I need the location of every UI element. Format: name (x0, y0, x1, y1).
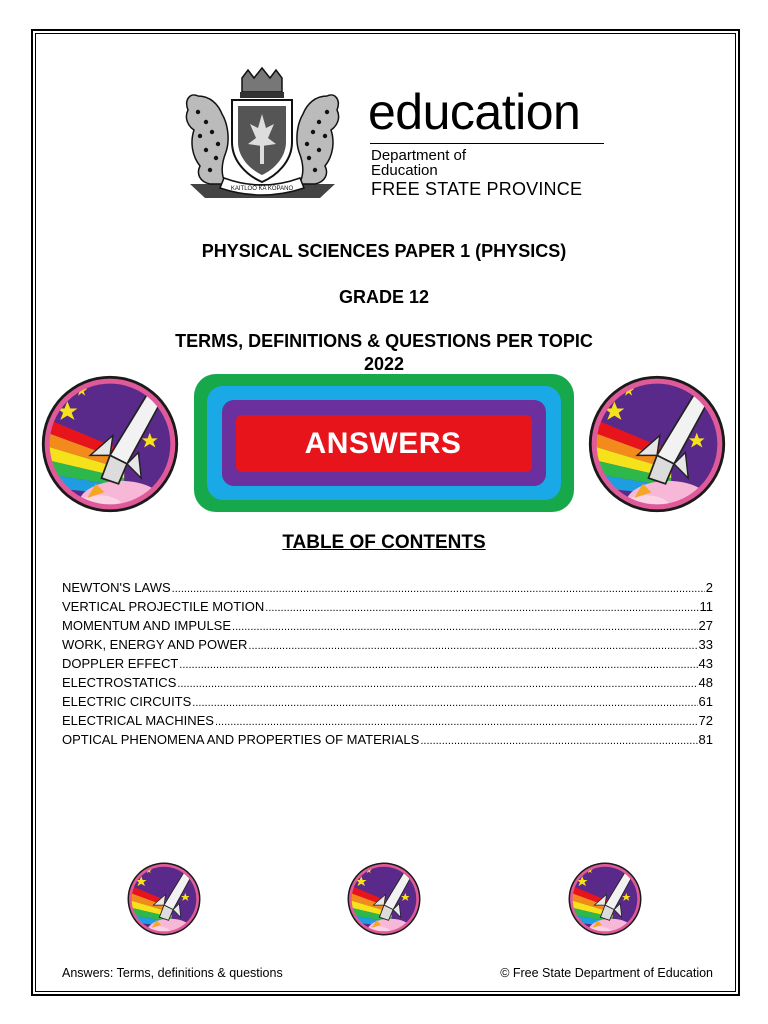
toc-entry-page: 48 (698, 675, 713, 690)
toc-entry-page: 2 (705, 580, 713, 595)
footer-caption: Answers: Terms, definitions & questions (62, 966, 283, 980)
paper-title: PHYSICAL SCIENCES PAPER 1 (PHYSICS) (201, 241, 567, 261)
brand-department: Department of (371, 147, 467, 164)
answers-label: ANSWERS (304, 426, 462, 460)
toc-entry-label: WORK, ENERGY AND POWER (62, 637, 248, 652)
space-shuttle-badge-icon (586, 373, 728, 515)
toc-entry[interactable] (62, 673, 713, 692)
toc-entry[interactable] (62, 597, 713, 616)
space-shuttle-badge-icon (39, 373, 181, 515)
brand-divider (370, 143, 604, 144)
toc-entry-page: 27 (698, 618, 713, 633)
svg-text:KAITLOO KA KOPANO: KAITLOO KA KOPANO (230, 186, 294, 192)
brand-education: Education (371, 162, 438, 179)
toc-entry[interactable] (62, 578, 713, 597)
toc-leader (248, 637, 697, 656)
toc-entry-label: ELECTRIC CIRCUITS (62, 694, 192, 709)
toc-entry-page: 81 (698, 732, 713, 747)
toc-entry-label: VERTICAL PROJECTILE MOTION (62, 599, 265, 614)
toc-leader (177, 675, 697, 694)
coat-of-arms-icon (170, 66, 355, 211)
brand-title: education (368, 84, 581, 140)
table-of-contents (62, 578, 713, 749)
toc-entry-label: NEWTON'S LAWS (62, 580, 171, 595)
toc-entry-page: 11 (699, 599, 713, 614)
toc-leader (265, 599, 698, 618)
toc-entry-page: 72 (698, 713, 713, 728)
toc-entry-page: 33 (698, 637, 713, 652)
toc-entry-page: 61 (698, 694, 713, 709)
brand-province: FREE STATE PROVINCE (371, 179, 583, 199)
toc-entry[interactable] (62, 692, 713, 711)
toc-entry-label: MOMENTUM AND IMPULSE (62, 618, 232, 633)
toc-entry-label: OPTICAL PHENOMENA AND PROPERTIES OF MATERIALS (62, 732, 420, 747)
space-shuttle-badge-icon (346, 861, 422, 937)
toc-entry[interactable] (62, 654, 713, 673)
toc-entry-label: DOPPLER EFFECT (62, 656, 179, 671)
toc-leader (192, 694, 697, 713)
grade-title: GRADE 12 (338, 287, 430, 307)
toc-title: TABLE OF CONTENTS (282, 532, 486, 553)
toc-leader (232, 618, 698, 637)
toc-entry[interactable] (62, 730, 713, 749)
space-shuttle-badge-icon (567, 861, 643, 937)
toc-leader (420, 732, 697, 751)
toc-entry-label: ELECTROSTATICS (62, 675, 177, 690)
space-shuttle-badge-icon (126, 861, 202, 937)
topic-title: TERMS, DEFINITIONS & QUESTIONS PER TOPIC (175, 331, 593, 351)
year-title: 2022 (363, 354, 405, 374)
footer-copyright: © Free State Department of Education (500, 966, 713, 980)
toc-entry-page: 43 (698, 656, 713, 671)
toc-leader (179, 656, 697, 675)
toc-entry[interactable] (62, 616, 713, 635)
toc-entry-label: ELECTRICAL MACHINES (62, 713, 214, 728)
toc-entry[interactable] (62, 711, 713, 730)
toc-entry[interactable] (62, 635, 713, 654)
